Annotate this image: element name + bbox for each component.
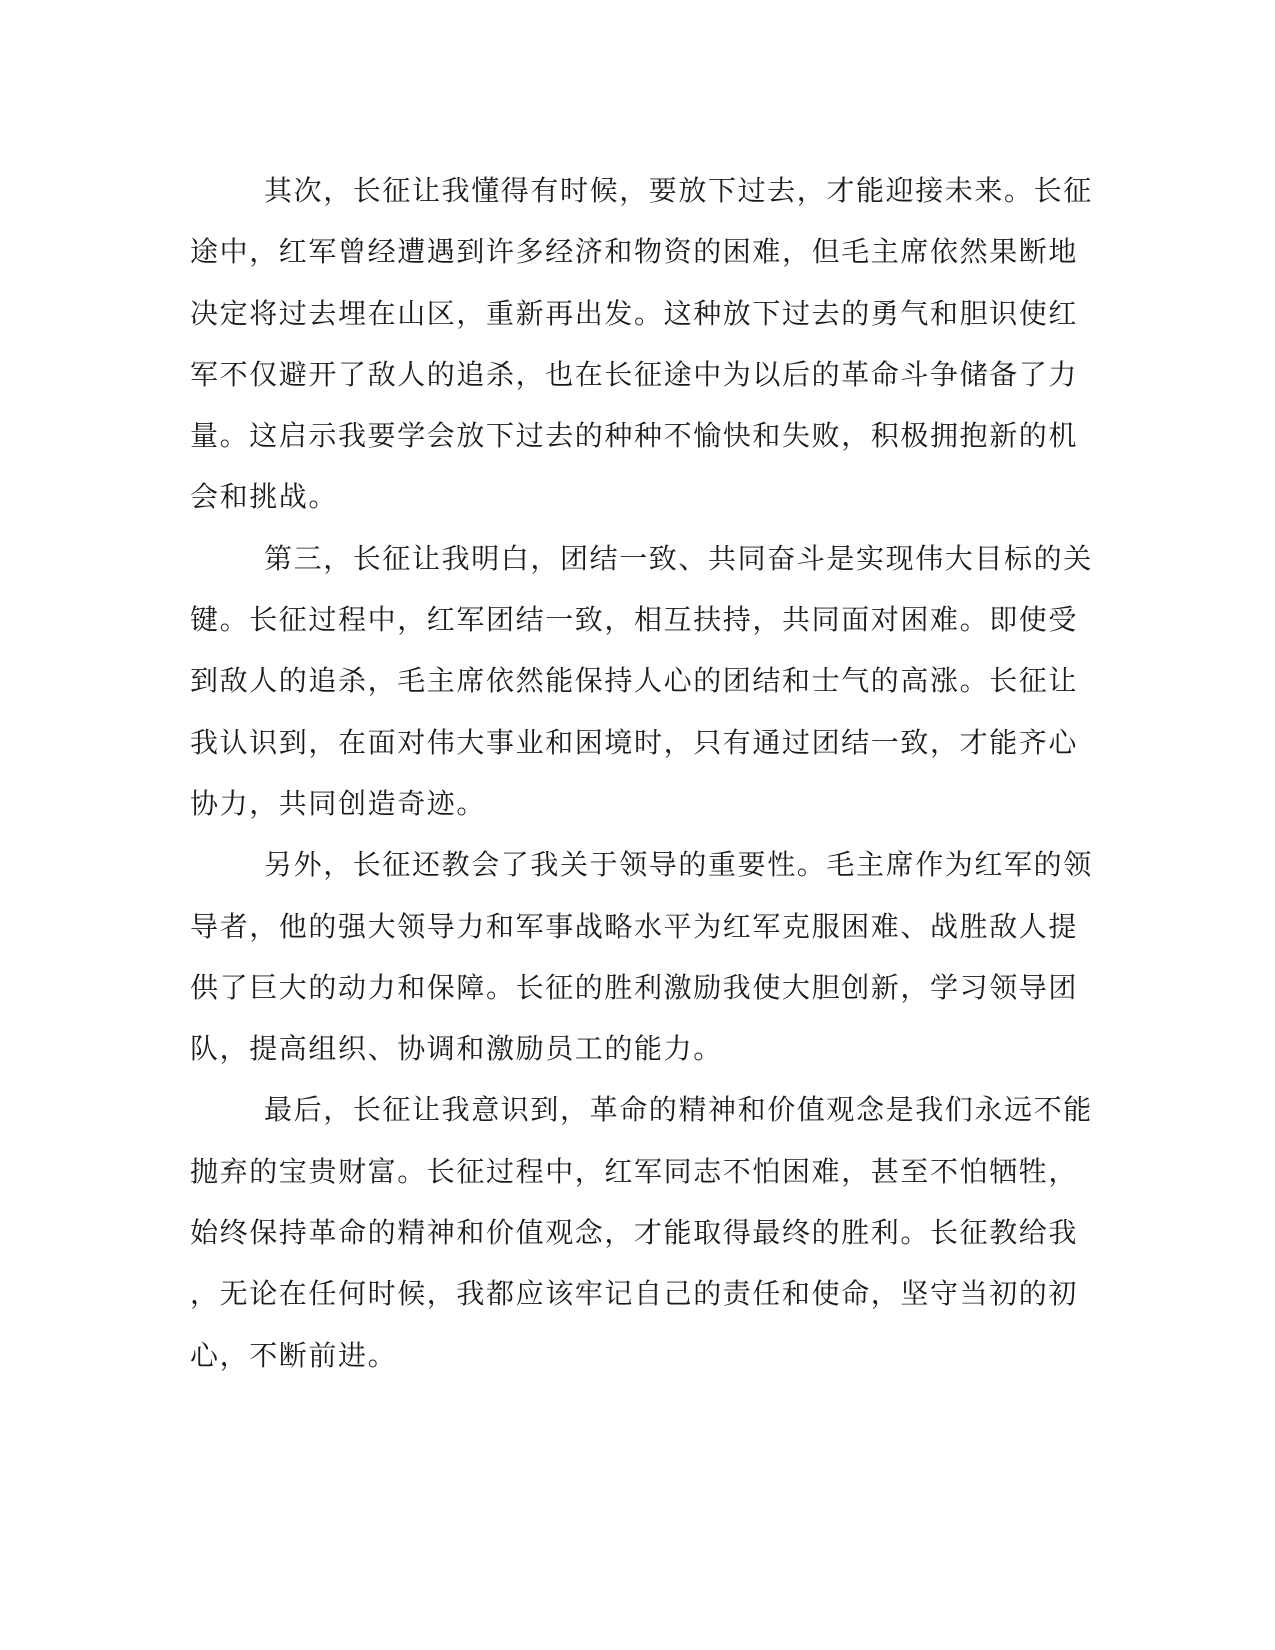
paragraph-line: 供了巨大的动力和保障。长征的胜利激励我使大胆创新，学习领导团 [190, 970, 1079, 1004]
paragraph-line: 抛弃的宝贵财富。长征过程中，红军同志不怕困难，甚至不怕牺牲， [190, 1154, 1079, 1188]
paragraph-line: 队，提高组织、协调和激励员工的能力。 [190, 1032, 723, 1066]
paragraph-4 [190, 1079, 1093, 1385]
paragraph-line: 心，不断前进。 [190, 1338, 398, 1372]
paragraph-line: 军不仅避开了敌人的追杀，也在长征途中为以后的革命斗争储备了力 [190, 357, 1079, 391]
paragraph-line: 导者，他的强大领导力和军事战略水平为红军克服困难、战胜敌人提 [190, 909, 1079, 943]
paragraph-line: 键。长征过程中，红军团结一致，相互扶持，共同面对困难。即使受 [190, 603, 1079, 637]
paragraph-2 [190, 528, 1093, 834]
paragraph-line: 决定将过去埋在山区，重新再出发。这种放下过去的勇气和胆识使红 [190, 296, 1079, 330]
paragraph-line: ，无论在任何时候，我都应该牢记自己的责任和使命，坚守当初的初 [190, 1277, 1079, 1311]
paragraph-line: 到敌人的追杀，毛主席依然能保持人心的团结和士气的高涨。长征让 [190, 664, 1079, 698]
paragraph-3 [190, 834, 1093, 1079]
paragraph-line: 协力，共同创造奇迹。 [190, 786, 487, 820]
paragraph-line: 最后，长征让我意识到，革命的精神和价值观念是我们永远不能 [264, 1093, 1093, 1127]
paragraph-line: 会和挑战。 [190, 480, 339, 514]
paragraph-line: 我认识到，在面对伟大事业和困境时，只有通过团结一致，才能齐心 [190, 725, 1079, 759]
paragraph-line: 量。这启示我要学会放下过去的种种不愉快和失败，积极拥抱新的机 [190, 419, 1079, 453]
document-body [190, 160, 1093, 1386]
paragraph-line: 第三，长征让我明白，团结一致、共同奋斗是实现伟大目标的关 [264, 541, 1093, 575]
paragraph-line: 途中，红军曾经遭遇到许多经济和物资的困难，但毛主席依然果断地 [190, 235, 1079, 269]
paragraph-line: 其次，长征让我懂得有时候，要放下过去，才能迎接未来。长征 [264, 174, 1093, 207]
paragraph-line: 始终保持革命的精神和价值观念，才能取得最终的胜利。长征教给我 [190, 1216, 1079, 1250]
paragraph-line: 另外，长征还教会了我关于领导的重要性。毛主席作为红军的领 [264, 848, 1093, 882]
paragraph-1 [190, 160, 1093, 528]
